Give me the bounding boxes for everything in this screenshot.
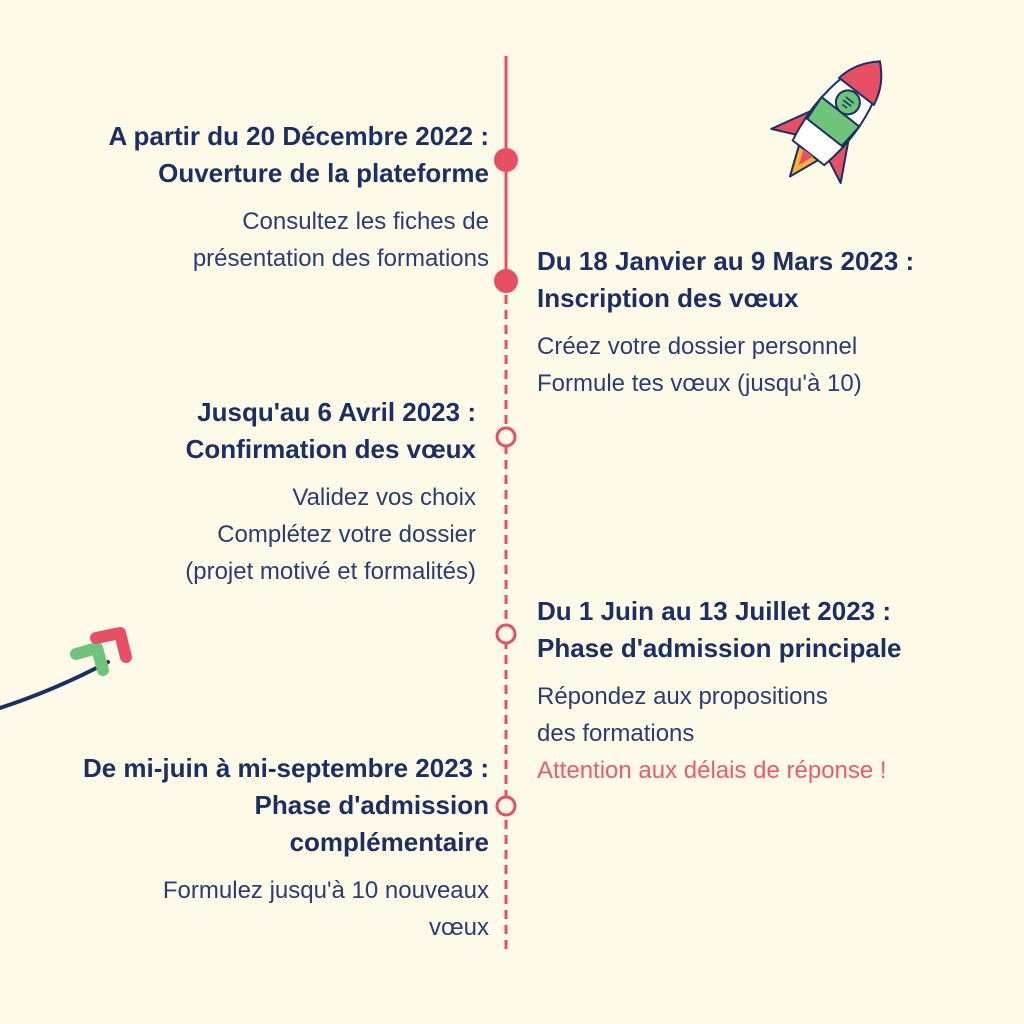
milestone-5-line-2: vœux — [429, 914, 489, 941]
milestone-4-warning: Attention aux délais de réponse ! — [537, 757, 887, 784]
double-chevron-arrow-icon — [0, 633, 126, 708]
milestone-2-line-1: Créez votre dossier personnel — [537, 333, 858, 360]
marker-hollow-4 — [497, 625, 515, 643]
milestone-5-title-line-1: Phase d'admission — [254, 790, 489, 820]
marker-filled-2 — [494, 269, 518, 293]
rocket-icon — [755, 34, 914, 203]
milestone-3 — [185, 394, 476, 590]
marker-filled-1 — [494, 148, 518, 172]
milestone-4-line-2: des formations — [537, 720, 695, 747]
milestone-3-line-3: (projet motivé et formalités) — [185, 558, 476, 585]
milestone-2-title: Inscription des vœux — [537, 283, 799, 313]
milestone-4-line-1: Répondez aux propositions — [537, 683, 828, 710]
milestone-5 — [83, 750, 489, 946]
milestone-5-date: De mi-juin à mi-septembre 2023 : — [82, 753, 489, 783]
milestone-1-date: A partir du 20 Décembre 2022 : — [108, 121, 489, 151]
milestone-5-line-1: Formulez jusqu'à 10 nouveaux — [162, 877, 489, 904]
milestone-4-title: Phase d'admission principale — [537, 633, 902, 663]
milestone-4-date: Du 1 Juin au 13 Juillet 2023 : — [537, 596, 892, 626]
milestone-3-date: Jusqu'au 6 Avril 2023 : — [197, 397, 476, 427]
milestone-1-line-1: Consultez les fiches de — [242, 208, 489, 235]
milestone-5-title-line-2: complémentaire — [289, 827, 489, 857]
milestone-2-line-2: Formule tes vœux (jusqu'à 10) — [537, 370, 862, 397]
milestone-4 — [537, 593, 902, 789]
milestone-2-date: Du 18 Janvier au 9 Mars 2023 : — [537, 246, 915, 276]
milestone-3-title: Confirmation des vœux — [185, 434, 476, 464]
milestone-3-line-1: Validez vos choix — [292, 484, 476, 511]
milestone-1 — [108, 118, 489, 277]
milestone-3-line-2: Complétez votre dossier — [217, 521, 476, 548]
milestone-2 — [537, 243, 914, 402]
milestone-1-title: Ouverture de la plateforme — [158, 158, 489, 188]
milestone-1-line-2: présentation des formations — [192, 245, 489, 272]
marker-hollow-3 — [497, 428, 515, 446]
marker-hollow-5 — [497, 797, 515, 815]
